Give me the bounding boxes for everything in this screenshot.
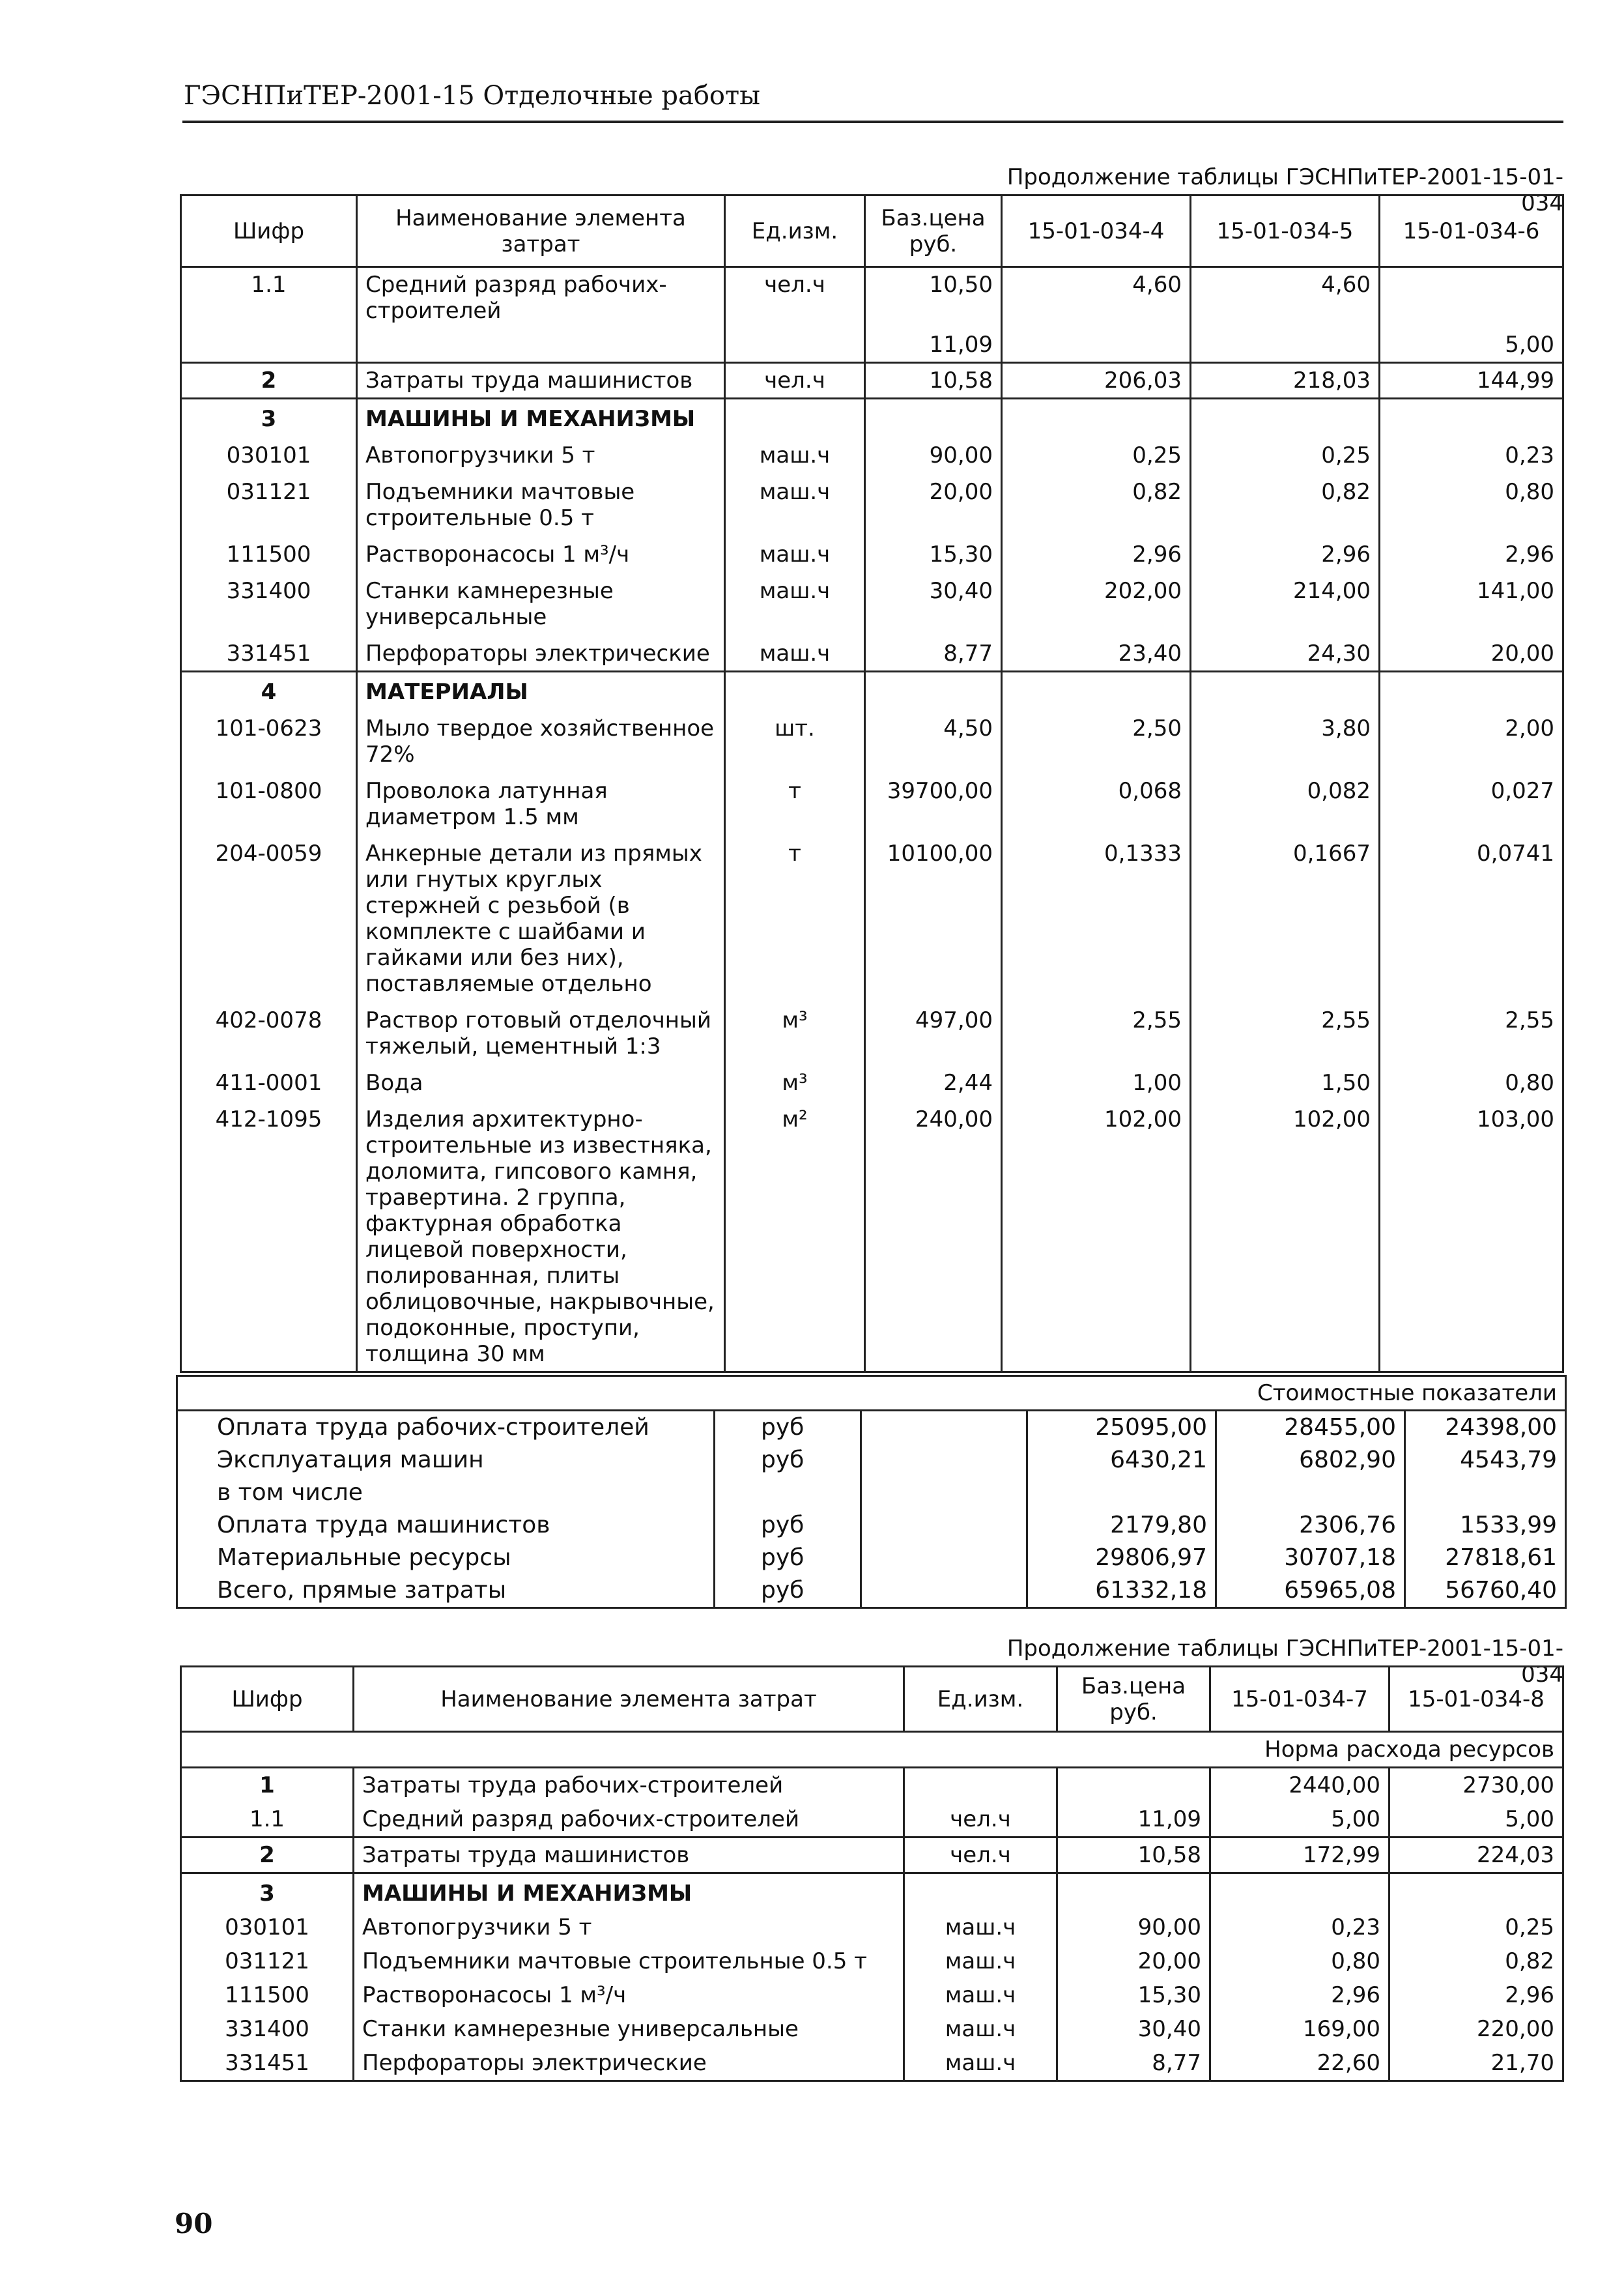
row-value: 0,25: [1002, 436, 1191, 472]
cost-value: 56760,40: [1405, 1574, 1566, 1608]
cost-unit: руб: [715, 1444, 861, 1477]
row-value: [1380, 267, 1563, 328]
table-row: [181, 1944, 1563, 1978]
cost-row: [177, 1509, 1566, 1542]
row-code: 2: [181, 1837, 354, 1873]
row-price: [1057, 1768, 1210, 1803]
table2: [180, 1665, 1564, 2082]
row-value: 4,60: [1002, 267, 1191, 328]
row-value: 2,55: [1002, 1001, 1191, 1063]
table-row: [181, 399, 1563, 437]
row-name: Средний разряд рабочих-строителей: [357, 267, 725, 328]
table-row: [181, 571, 1563, 634]
row-value: 169,00: [1210, 2012, 1389, 2046]
row-price: 20,00: [1057, 1944, 1210, 1978]
header-name: Наименование элемента затрат: [354, 1667, 904, 1732]
row-value: [1002, 328, 1191, 363]
row-value: 2440,00: [1210, 1768, 1389, 1803]
row-value: 0,23: [1380, 436, 1563, 472]
row-unit: [904, 1768, 1057, 1803]
page-number: 90: [175, 2208, 213, 2240]
row-unit: маш.ч: [904, 1910, 1057, 1944]
cost-value: 1533,99: [1405, 1509, 1566, 1542]
row-unit: маш.ч: [904, 1978, 1057, 2012]
cost-indicators-title: Стоимостные показатели: [177, 1376, 1566, 1411]
row-name: Автопогрузчики 5 т: [354, 1910, 904, 1944]
row-unit: чел.ч: [904, 1802, 1057, 1837]
cost-label: Эксплуатация машин: [177, 1444, 715, 1477]
row-name: Станки камнерезные универсальные: [357, 571, 725, 634]
row-value: 2,50: [1002, 709, 1191, 771]
row-code: [181, 328, 357, 363]
row-price: 4,50: [865, 709, 1002, 771]
row-code: 402-0078: [181, 1001, 357, 1063]
cost-value: 6430,21: [1027, 1444, 1216, 1477]
row-value: 1,50: [1191, 1063, 1380, 1100]
row-price: 10,50: [865, 267, 1002, 328]
row-name: Вода: [357, 1063, 725, 1100]
row-unit: м³: [725, 1001, 865, 1063]
header-name: Наименование элемента затрат: [357, 195, 725, 267]
cost-row: [177, 1411, 1566, 1445]
table-row: [181, 436, 1563, 472]
table-row: [181, 1001, 1563, 1063]
cost-unit: руб: [715, 1411, 861, 1445]
header-price: Баз.цена руб.: [1057, 1667, 1210, 1732]
section-title: МАТЕРИАЛЫ: [357, 672, 725, 710]
row-code: 030101: [181, 1910, 354, 1944]
row-value: 2,55: [1191, 1001, 1380, 1063]
row-name: Затраты труда машинистов: [357, 363, 725, 399]
row-unit: чел.ч: [904, 1837, 1057, 1873]
cost-unit: руб: [715, 1509, 861, 1542]
row-value: 5,00: [1210, 1802, 1389, 1837]
row-name: Перфораторы электрические: [357, 634, 725, 672]
header-col-034-5: 15-01-034-5: [1191, 195, 1380, 267]
table-row: [181, 535, 1563, 571]
header-code: Шифр: [181, 195, 357, 267]
row-value: 0,25: [1191, 436, 1380, 472]
row-code: 031121: [181, 1944, 354, 1978]
row-value: 2,96: [1002, 535, 1191, 571]
row-code: 111500: [181, 1978, 354, 2012]
row-value: 0,082: [1191, 771, 1380, 834]
cost-value: 4543,79: [1405, 1444, 1566, 1477]
row-price: 8,77: [865, 634, 1002, 672]
row-value: 4,60: [1191, 267, 1380, 328]
row-name: Станки камнерезные универсальные: [354, 2012, 904, 2046]
row-value: 103,00: [1380, 1100, 1563, 1372]
row-value: 0,068: [1002, 771, 1191, 834]
table-row: [181, 834, 1563, 1001]
table-row: [181, 1768, 1563, 1803]
row-value: 5,00: [1389, 1802, 1563, 1837]
table1: [180, 194, 1564, 1373]
section-title: МАШИНЫ И МЕХАНИЗМЫ: [357, 399, 725, 437]
row-price: 15,30: [1057, 1978, 1210, 2012]
row-value: 22,60: [1210, 2046, 1389, 2081]
row-value: 224,03: [1389, 1837, 1563, 1873]
table-row: [181, 1910, 1563, 1944]
row-name: Средний разряд рабочих-строителей: [354, 1802, 904, 1837]
row-value: 0,25: [1389, 1910, 1563, 1944]
row-code: 111500: [181, 535, 357, 571]
table-row: [181, 634, 1563, 672]
row-name: Затраты труда машинистов: [354, 1837, 904, 1873]
row-value: 141,00: [1380, 571, 1563, 634]
table-row: [181, 472, 1563, 535]
row-value: 3,80: [1191, 709, 1380, 771]
row-price: 30,40: [1057, 2012, 1210, 2046]
row-price: 30,40: [865, 571, 1002, 634]
cost-value: 2179,80: [1027, 1509, 1216, 1542]
cost-label: Оплата труда рабочих-строителей: [177, 1411, 715, 1445]
row-name: Перфораторы электрические: [354, 2046, 904, 2081]
cost-label: Оплата труда машинистов: [177, 1509, 715, 1542]
cost-value: 2306,76: [1216, 1509, 1405, 1542]
row-value: 20,00: [1380, 634, 1563, 672]
row-code: 1.1: [181, 267, 357, 328]
table-row: [181, 1978, 1563, 2012]
row-value: 144,99: [1380, 363, 1563, 399]
header-price: Баз.цена руб.: [865, 195, 1002, 267]
row-value: 202,00: [1002, 571, 1191, 634]
row-value: 2,00: [1380, 709, 1563, 771]
row-code: 412-1095: [181, 1100, 357, 1372]
row-name: Растворонасосы 1 м³/ч: [357, 535, 725, 571]
row-code: 101-0623: [181, 709, 357, 771]
row-value: 0,1667: [1191, 834, 1380, 1001]
row-price: 2,44: [865, 1063, 1002, 1100]
cost-row: [177, 1574, 1566, 1608]
row-name: Подъемники мачтовые строительные 0.5 т: [357, 472, 725, 535]
row-value: 0,82: [1002, 472, 1191, 535]
row-unit: чел.ч: [725, 363, 865, 399]
cost-value: 6802,90: [1216, 1444, 1405, 1477]
row-value: 24,30: [1191, 634, 1380, 672]
row-unit: маш.ч: [725, 571, 865, 634]
cost-value: 65965,08: [1216, 1574, 1405, 1608]
header-unit: Ед.изм.: [725, 195, 865, 267]
row-value: 23,40: [1002, 634, 1191, 672]
table2-continuation-label: Продолжение таблицы ГЭСНПиТЕР-2001-15-01-034: [1006, 1635, 1563, 1688]
cost-label: Всего, прямые затраты: [177, 1574, 715, 1608]
table1-continuation-label: Продолжение таблицы ГЭСНПиТЕР-2001-15-01-034: [1006, 164, 1563, 216]
row-price: 10100,00: [865, 834, 1002, 1001]
row-code: 331451: [181, 634, 357, 672]
row-value: 2,96: [1389, 1978, 1563, 2012]
row-code: 101-0800: [181, 771, 357, 834]
row-code: 3: [181, 1873, 354, 1911]
row-price: 11,09: [1057, 1802, 1210, 1837]
row-name: Подъемники мачтовые строительные 0.5 т: [354, 1944, 904, 1978]
header-unit: Ед.изм.: [904, 1667, 1057, 1732]
row-code: 331400: [181, 571, 357, 634]
row-price: 10,58: [865, 363, 1002, 399]
row-value: 0,80: [1380, 1063, 1563, 1100]
table-row: [181, 1063, 1563, 1100]
row-price: 90,00: [1057, 1910, 1210, 1944]
row-unit: маш.ч: [725, 472, 865, 535]
table-row: [181, 672, 1563, 710]
cost-unit: руб: [715, 1542, 861, 1574]
cost-row: [177, 1444, 1566, 1477]
row-value: 206,03: [1002, 363, 1191, 399]
table-row: [181, 1873, 1563, 1911]
row-price: 20,00: [865, 472, 1002, 535]
row-value: [1191, 328, 1380, 363]
row-unit: маш.ч: [725, 436, 865, 472]
row-value: 5,00: [1380, 328, 1563, 363]
row-value: 220,00: [1389, 2012, 1563, 2046]
cost-value: 29806,97: [1027, 1542, 1216, 1574]
row-code: 1.1: [181, 1802, 354, 1837]
row-price: 90,00: [865, 436, 1002, 472]
row-unit: т: [725, 771, 865, 834]
cost-value: 27818,61: [1405, 1542, 1566, 1574]
row-code: 331400: [181, 2012, 354, 2046]
row-value: 0,23: [1210, 1910, 1389, 1944]
cost-row: [177, 1542, 1566, 1574]
row-value: 0,80: [1210, 1944, 1389, 1978]
row-name: Растворонасосы 1 м³/ч: [354, 1978, 904, 2012]
row-unit: [725, 328, 865, 363]
running-header: ГЭСНПиТЕР-2001-15 Отделочные работы: [184, 81, 760, 111]
header-col-034-7: 15-01-034-7: [1210, 1667, 1389, 1732]
cost-value: 61332,18: [1027, 1574, 1216, 1608]
row-price: 497,00: [865, 1001, 1002, 1063]
row-value: 2,96: [1380, 535, 1563, 571]
header-rule: [182, 121, 1563, 123]
section-title: МАШИНЫ И МЕХАНИЗМЫ: [354, 1873, 904, 1911]
row-price: 8,77: [1057, 2046, 1210, 2081]
row-code: 204-0059: [181, 834, 357, 1001]
cost-label: в том числе: [177, 1477, 715, 1509]
table-row: [181, 771, 1563, 834]
header-code: Шифр: [181, 1667, 354, 1732]
row-value: 2,55: [1380, 1001, 1563, 1063]
table-row: [181, 709, 1563, 771]
row-name: Мыло твердое хозяйственное 72%: [357, 709, 725, 771]
norm-label: Норма расхода ресурсов: [181, 1732, 1563, 1768]
row-value: 172,99: [1210, 1837, 1389, 1873]
cost-value: 24398,00: [1405, 1411, 1566, 1445]
row-value: 0,80: [1380, 472, 1563, 535]
row-value: 21,70: [1389, 2046, 1563, 2081]
row-value: 0,027: [1380, 771, 1563, 834]
row-value: 2,96: [1210, 1978, 1389, 2012]
row-name: Затраты труда рабочих-строителей: [354, 1768, 904, 1803]
row-value: 102,00: [1002, 1100, 1191, 1372]
row-value: 2,96: [1191, 535, 1380, 571]
row-unit: маш.ч: [904, 2046, 1057, 2081]
table-row: [181, 363, 1563, 399]
row-name: Раствор готовый отделочный тяжелый, цементный 1:3: [357, 1001, 725, 1063]
row-unit: т: [725, 834, 865, 1001]
row-value: 214,00: [1191, 571, 1380, 634]
row-name: Автопогрузчики 5 т: [357, 436, 725, 472]
cost-indicators: [176, 1375, 1567, 1609]
cost-unit: руб: [715, 1574, 861, 1608]
row-price: 240,00: [865, 1100, 1002, 1372]
table-row: [181, 267, 1563, 328]
row-value: 0,1333: [1002, 834, 1191, 1001]
row-value: 0,0741: [1380, 834, 1563, 1001]
row-code: 411-0001: [181, 1063, 357, 1100]
row-value: 0,82: [1191, 472, 1380, 535]
cost-label: Материальные ресурсы: [177, 1542, 715, 1574]
row-name: Анкерные детали из прямых или гнутых круглых стержней с резьбой (в комплекте с шайбами и гайками или без них), поставляемые отдельно: [357, 834, 725, 1001]
row-value: 102,00: [1191, 1100, 1380, 1372]
row-name: [357, 328, 725, 363]
row-unit: м²: [725, 1100, 865, 1372]
row-unit: маш.ч: [725, 535, 865, 571]
table-row: [181, 2012, 1563, 2046]
row-value: 2730,00: [1389, 1768, 1563, 1803]
row-unit: маш.ч: [904, 2012, 1057, 2046]
row-unit: маш.ч: [725, 634, 865, 672]
row-code: 030101: [181, 436, 357, 472]
row-unit: чел.ч: [725, 267, 865, 328]
row-code: 2: [181, 363, 357, 399]
row-name: Изделия архитектурно-строительные из известняка, доломита, гипсового камня, травертина. 2 группа, фактурная обработка лицевой поверхности, полированная, плиты облицовочные, накрывочные, подоконные, проступи, толщина 30 мм: [357, 1100, 725, 1372]
row-value: 218,03: [1191, 363, 1380, 399]
header-col-034-6: 15-01-034-6: [1380, 195, 1563, 267]
header-col-034-8: 15-01-034-8: [1389, 1667, 1563, 1732]
row-unit: маш.ч: [904, 1944, 1057, 1978]
row-value: 0,82: [1389, 1944, 1563, 1978]
cost-value: 25095,00: [1027, 1411, 1216, 1445]
header-col-034-4: 15-01-034-4: [1002, 195, 1191, 267]
row-code: 331451: [181, 2046, 354, 2081]
cost-row: [177, 1477, 1566, 1509]
row-code: 1: [181, 1768, 354, 1803]
row-name: Проволока латунная диаметром 1.5 мм: [357, 771, 725, 834]
cost-value: 28455,00: [1216, 1411, 1405, 1445]
row-code: 4: [181, 672, 357, 710]
row-code: 3: [181, 399, 357, 437]
row-unit: м³: [725, 1063, 865, 1100]
table-row: [181, 1837, 1563, 1873]
row-price: 39700,00: [865, 771, 1002, 834]
table-row: [181, 1802, 1563, 1837]
cost-value: 30707,18: [1216, 1542, 1405, 1574]
table-row: [181, 328, 1563, 363]
table-row: [181, 1100, 1563, 1372]
table-row: [181, 2046, 1563, 2081]
row-value: 1,00: [1002, 1063, 1191, 1100]
row-price: 11,09: [865, 328, 1002, 363]
row-price: 15,30: [865, 535, 1002, 571]
row-unit: шт.: [725, 709, 865, 771]
row-code: 031121: [181, 472, 357, 535]
row-price: 10,58: [1057, 1837, 1210, 1873]
